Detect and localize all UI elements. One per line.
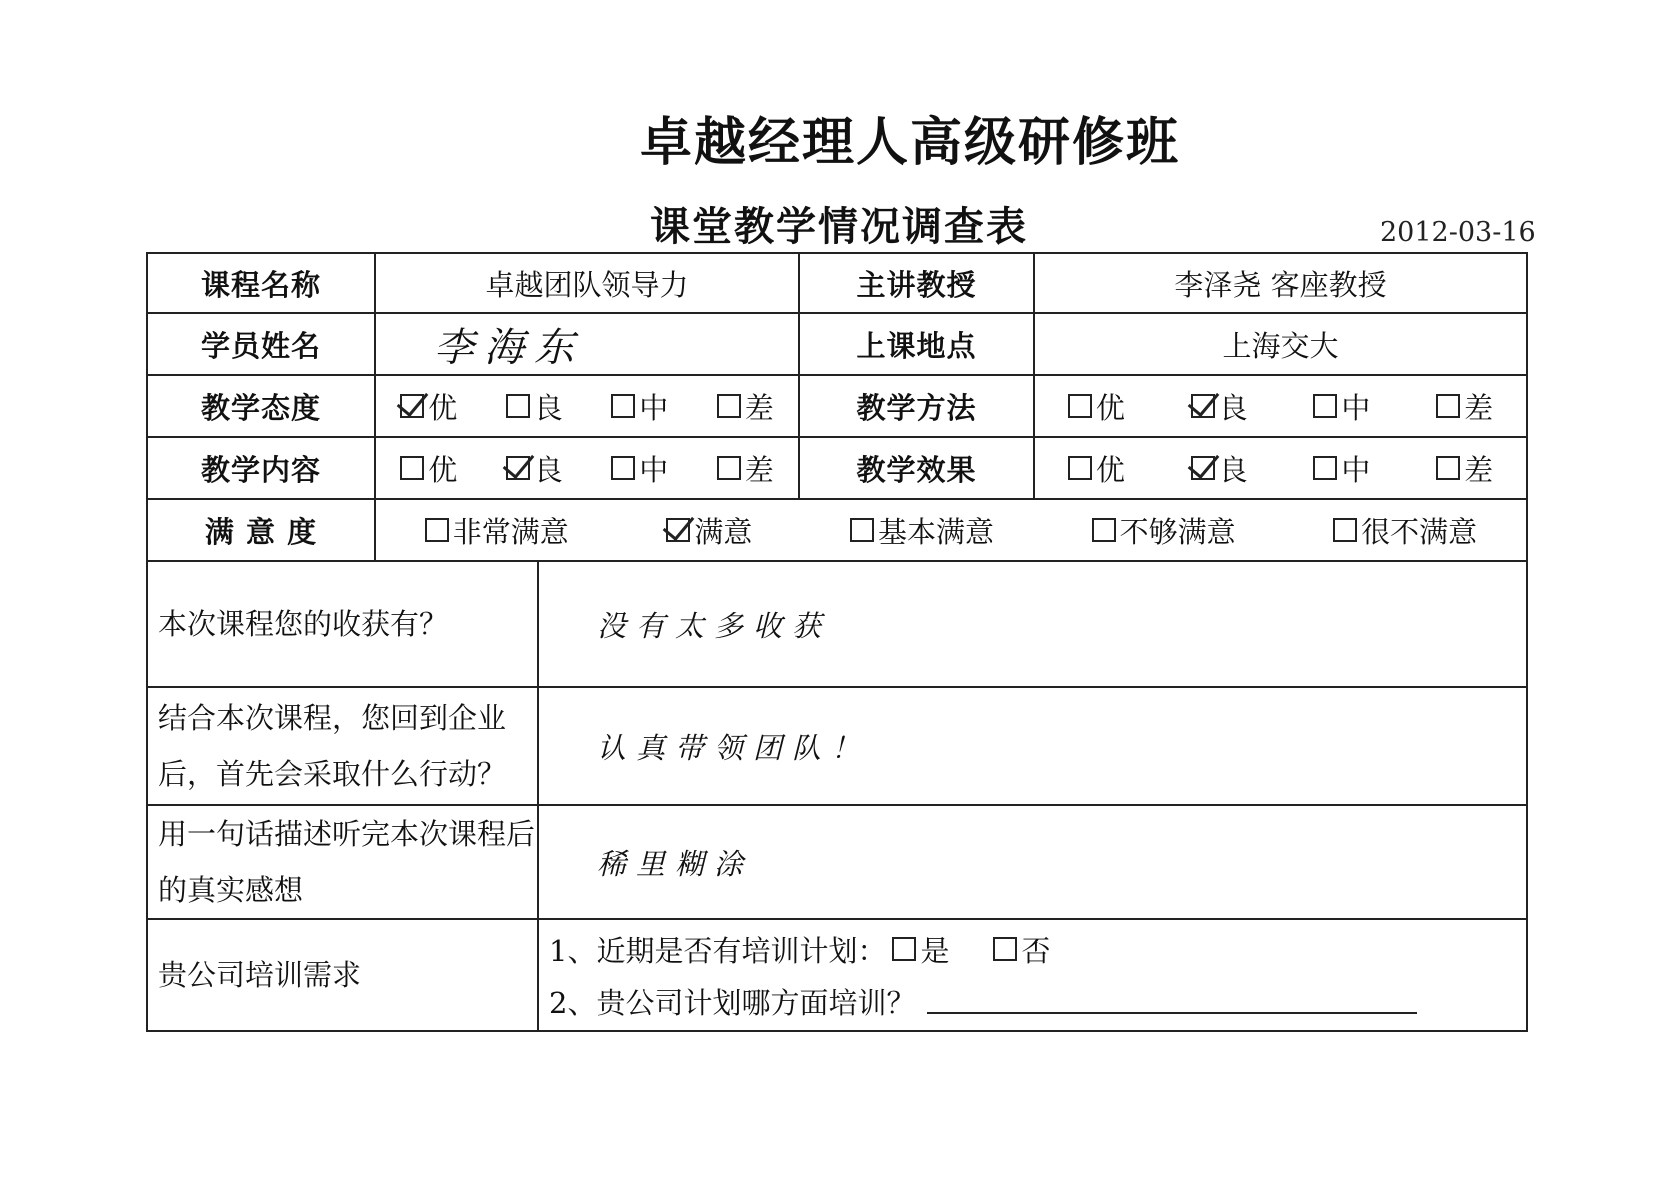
training-needs-label: 贵公司培训需求 (147, 919, 538, 1031)
option-label: 良 (533, 452, 563, 487)
checkbox-icon[interactable] (1333, 518, 1357, 542)
option-label: 优 (428, 452, 458, 487)
checkbox-icon[interactable] (1313, 394, 1337, 418)
option-label: 良 (1218, 452, 1248, 487)
question-action: 结合本次课程，您回到企业后，首先会采取什么行动？ (147, 687, 538, 805)
checked-box-icon[interactable] (666, 518, 690, 542)
option-label: 中 (1341, 390, 1371, 425)
checkbox-icon[interactable] (1436, 394, 1460, 418)
option-item[interactable] (1333, 510, 1477, 551)
table-row (147, 375, 1527, 437)
option-item[interactable] (1191, 448, 1248, 489)
option-item[interactable] (1313, 386, 1370, 427)
option-item[interactable] (1092, 510, 1236, 551)
option-item[interactable] (1068, 386, 1125, 427)
table-row (147, 561, 1527, 687)
option-item[interactable] (611, 448, 668, 489)
lecturer-value[interactable]: 李泽尧 客座教授 (1034, 253, 1527, 313)
training-needs-cell (538, 919, 1527, 1031)
survey-table (146, 252, 1528, 1032)
option-label: 不够满意 (1119, 514, 1236, 549)
satisfaction-options (375, 499, 1527, 561)
option-label: 优 (1095, 390, 1125, 425)
option-item[interactable] (850, 510, 994, 551)
training-area-line (539, 975, 1526, 1027)
checked-box-icon[interactable] (1191, 394, 1215, 418)
table-row (147, 437, 1527, 499)
checkbox-icon[interactable] (1068, 456, 1092, 480)
course-name-label: 课程名称 (147, 253, 375, 313)
checkbox-icon[interactable] (717, 394, 741, 418)
option-label: 差 (1464, 390, 1494, 425)
effect-label: 教学效果 (799, 437, 1034, 499)
table-row (147, 313, 1527, 375)
method-options (1034, 375, 1527, 437)
option-label: 很不满意 (1361, 514, 1478, 549)
checkbox-icon[interactable] (425, 518, 449, 542)
page-title: 卓越经理人高级研修班 (640, 113, 1181, 173)
plan-no-label: 否 (1021, 933, 1051, 968)
effect-option-group (1035, 448, 1526, 489)
option-label: 差 (1464, 452, 1494, 487)
checked-box-icon[interactable] (506, 456, 530, 480)
option-item[interactable] (717, 386, 774, 427)
option-item[interactable] (400, 386, 457, 427)
effect-options (1034, 437, 1527, 499)
option-label: 良 (1218, 390, 1248, 425)
question-feeling: 用一句话描述听完本次课程后的真实感想 (147, 805, 538, 919)
option-item[interactable] (717, 448, 774, 489)
option-label: 中 (639, 390, 669, 425)
training-plan-question: 1、近期是否有培训计划： (549, 933, 887, 968)
student-name-label: 学员姓名 (147, 313, 375, 375)
option-label: 优 (1095, 452, 1125, 487)
content-options (375, 437, 799, 499)
method-label: 教学方法 (799, 375, 1034, 437)
option-item[interactable] (1436, 386, 1493, 427)
plan-no-option[interactable] (993, 929, 1050, 970)
satisfaction-option-group (376, 510, 1526, 551)
option-label: 满意 (694, 514, 753, 549)
attitude-label: 教学态度 (147, 375, 375, 437)
checkbox-icon[interactable] (1092, 518, 1116, 542)
checkbox-icon[interactable] (1068, 394, 1092, 418)
checked-box-icon[interactable] (400, 394, 424, 418)
course-name-value[interactable]: 卓越团队领导力 (375, 253, 799, 313)
table-row (147, 253, 1527, 313)
location-label: 上课地点 (799, 313, 1034, 375)
training-area-blank[interactable] (927, 988, 1417, 1014)
checkbox-icon[interactable] (892, 937, 916, 961)
option-item[interactable] (611, 386, 668, 427)
table-row (147, 499, 1527, 561)
option-item[interactable] (506, 448, 563, 489)
satisfaction-label: 满 意 度 (147, 499, 375, 561)
training-area-question: 2、贵公司计划哪方面培训？ (549, 985, 916, 1020)
option-label: 中 (1341, 452, 1371, 487)
form-date: 2012-03-16 (1380, 217, 1536, 248)
checkbox-icon[interactable] (1313, 456, 1337, 480)
checkbox-icon[interactable] (717, 456, 741, 480)
option-item[interactable] (666, 510, 752, 551)
question-gains: 本次课程您的收获有？ (147, 561, 538, 687)
content-label: 教学内容 (147, 437, 375, 499)
option-label: 良 (533, 390, 563, 425)
option-item[interactable] (506, 386, 563, 427)
training-plan-line (539, 923, 1526, 975)
option-item[interactable] (1191, 386, 1248, 427)
option-item[interactable] (425, 510, 569, 551)
checked-box-icon[interactable] (1191, 456, 1215, 480)
plan-yes-label: 是 (920, 933, 950, 968)
answer-gains[interactable]: 没有太多收获 (538, 561, 1527, 687)
option-label: 优 (428, 390, 458, 425)
option-item[interactable] (1436, 448, 1493, 489)
table-row (147, 805, 1527, 919)
option-label: 基本满意 (877, 514, 994, 549)
option-label: 差 (744, 452, 774, 487)
option-item[interactable] (400, 448, 457, 489)
location-value[interactable]: 上海交大 (1034, 313, 1527, 375)
option-label: 差 (744, 390, 774, 425)
answer-feeling[interactable]: 稀里糊涂 (538, 805, 1527, 919)
method-option-group (1035, 386, 1526, 427)
option-label: 非常满意 (452, 514, 569, 549)
student-name-handwriting[interactable]: 李海东 (375, 313, 799, 375)
checkbox-icon[interactable] (400, 456, 424, 480)
checkbox-icon[interactable] (506, 394, 530, 418)
checkbox-icon[interactable] (850, 518, 874, 542)
option-item[interactable] (1313, 448, 1370, 489)
option-item[interactable] (1068, 448, 1125, 489)
checkbox-icon[interactable] (611, 456, 635, 480)
checkbox-icon[interactable] (611, 394, 635, 418)
lecturer-label: 主讲教授 (799, 253, 1034, 313)
answer-action[interactable]: 认真带领团队！ (538, 687, 1527, 805)
option-label: 中 (639, 452, 669, 487)
form-subtitle: 课堂教学情况调查表 (650, 204, 1028, 250)
content-option-group (376, 448, 798, 489)
plan-yes-option[interactable] (892, 929, 949, 970)
attitude-option-group (376, 386, 798, 427)
checkbox-icon[interactable] (993, 937, 1017, 961)
table-row (147, 919, 1527, 1031)
attitude-options (375, 375, 799, 437)
table-row (147, 687, 1527, 805)
checkbox-icon[interactable] (1436, 456, 1460, 480)
